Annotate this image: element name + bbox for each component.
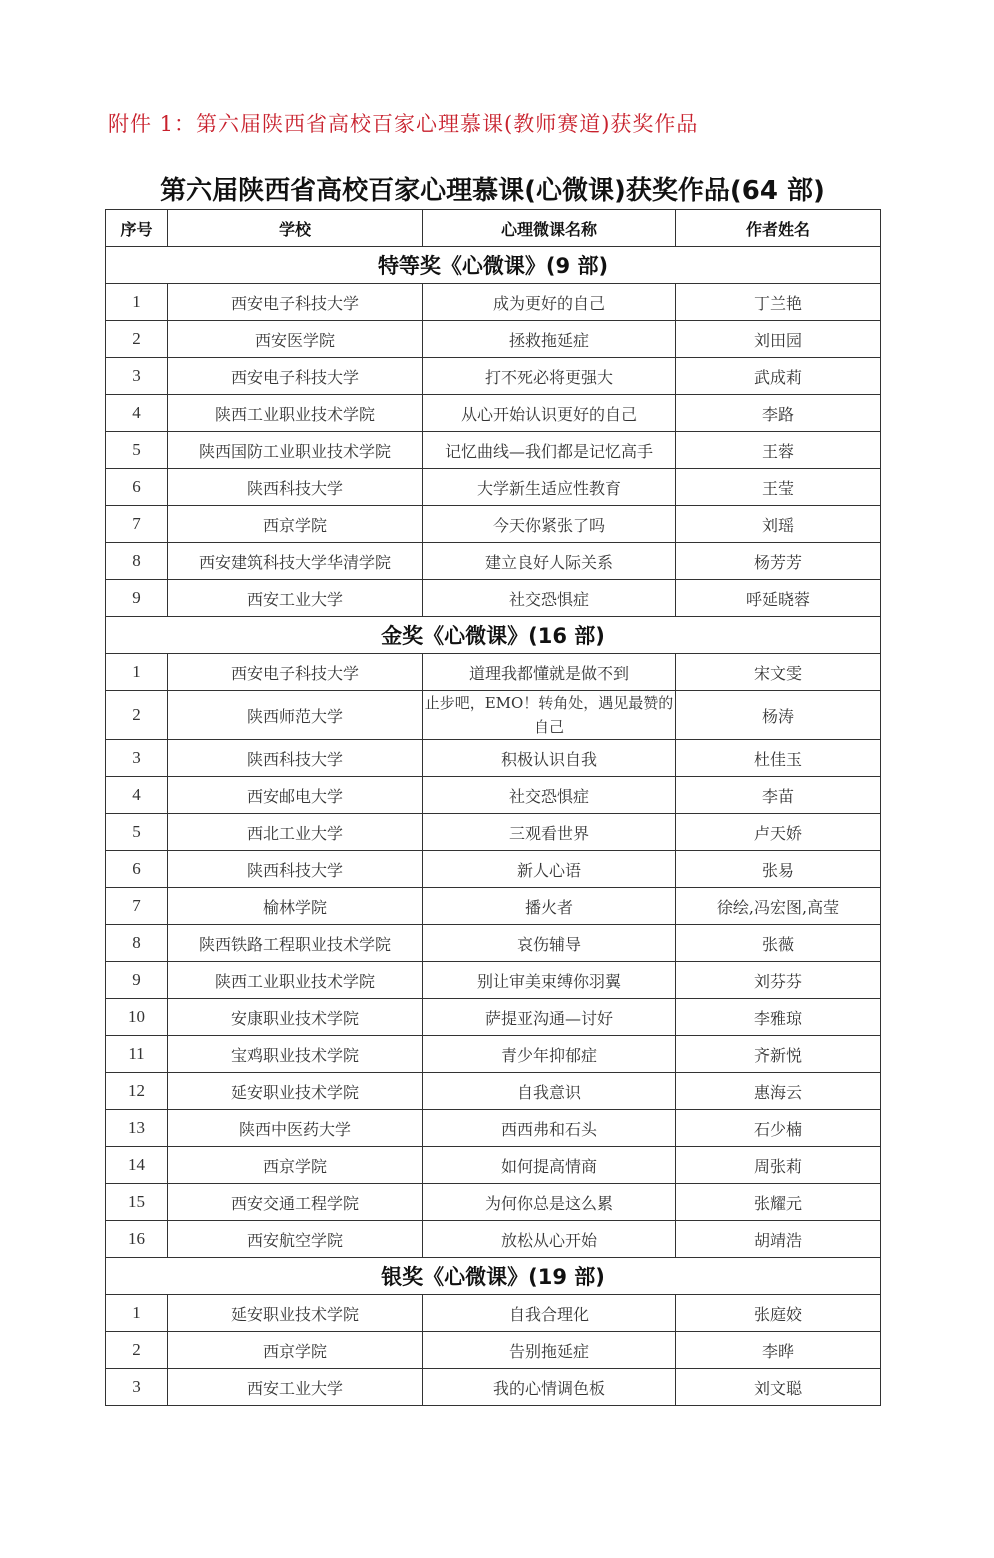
table-row <box>106 469 881 506</box>
course-cell: 自我意识 <box>423 1073 676 1110</box>
table-header-row <box>106 210 881 247</box>
row-number: 12 <box>106 1073 168 1110</box>
section-row-gold-prize <box>106 617 881 654</box>
course-cell: 打不死必将更强大 <box>423 358 676 395</box>
course-cell: 社交恐惧症 <box>423 580 676 617</box>
row-number: 6 <box>106 851 168 888</box>
table-body <box>106 247 881 1406</box>
table-row <box>106 814 881 851</box>
course-cell: 大学新生适应性教育 <box>423 469 676 506</box>
course-cell: 建立良好人际关系 <box>423 543 676 580</box>
author-cell: 胡靖浩 <box>676 1221 881 1258</box>
table-row <box>106 1184 881 1221</box>
school-cell: 陕西科技大学 <box>168 740 423 777</box>
school-cell: 宝鸡职业技术学院 <box>168 1036 423 1073</box>
author-cell: 王蓉 <box>676 432 881 469</box>
row-number: 11 <box>106 1036 168 1073</box>
table-row <box>106 1036 881 1073</box>
table-row <box>106 506 881 543</box>
row-number: 2 <box>106 691 168 740</box>
table-row <box>106 777 881 814</box>
row-number: 5 <box>106 432 168 469</box>
row-number: 15 <box>106 1184 168 1221</box>
author-cell: 周张莉 <box>676 1147 881 1184</box>
school-cell: 陕西国防工业职业技术学院 <box>168 432 423 469</box>
school-cell: 西安交通工程学院 <box>168 1184 423 1221</box>
row-number: 14 <box>106 1147 168 1184</box>
table-row <box>106 1295 881 1332</box>
row-number: 4 <box>106 777 168 814</box>
author-cell: 张庭姣 <box>676 1295 881 1332</box>
author-cell: 杨涛 <box>676 691 881 740</box>
school-cell: 西安电子科技大学 <box>168 358 423 395</box>
school-cell: 榆林学院 <box>168 888 423 925</box>
row-number: 3 <box>106 740 168 777</box>
course-cell: 放松从心开始 <box>423 1221 676 1258</box>
course-cell: 道理我都懂就是做不到 <box>423 654 676 691</box>
table-row <box>106 888 881 925</box>
school-cell: 西安工业大学 <box>168 580 423 617</box>
author-cell: 王莹 <box>676 469 881 506</box>
table-row <box>106 1369 881 1406</box>
author-cell: 惠海云 <box>676 1073 881 1110</box>
school-cell: 西安工业大学 <box>168 1369 423 1406</box>
table-row <box>106 358 881 395</box>
section-title: 金奖《心微课》(16 部) <box>106 617 881 654</box>
school-cell: 陕西工业职业技术学院 <box>168 395 423 432</box>
author-cell: 丁兰艳 <box>676 284 881 321</box>
table-row <box>106 432 881 469</box>
table-row <box>106 580 881 617</box>
school-cell: 延安职业技术学院 <box>168 1073 423 1110</box>
author-cell: 卢天娇 <box>676 814 881 851</box>
school-cell: 陕西中医药大学 <box>168 1110 423 1147</box>
course-cell: 三观看世界 <box>423 814 676 851</box>
school-cell: 西京学院 <box>168 1332 423 1369</box>
author-cell: 张耀元 <box>676 1184 881 1221</box>
author-cell: 徐绘,冯宏图,高莹 <box>676 888 881 925</box>
table-row <box>106 999 881 1036</box>
row-number: 10 <box>106 999 168 1036</box>
attachment-heading: 附件 1：第六届陕西省高校百家心理慕课(教师赛道)获奖作品 <box>108 112 699 136</box>
school-cell: 延安职业技术学院 <box>168 1295 423 1332</box>
row-number: 1 <box>106 1295 168 1332</box>
course-cell: 萨提亚沟通—讨好 <box>423 999 676 1036</box>
course-cell: 西西弗和石头 <box>423 1110 676 1147</box>
row-number: 8 <box>106 925 168 962</box>
row-number: 16 <box>106 1221 168 1258</box>
document-title: 第六届陕西省高校百家心理慕课(心微课)获奖作品(64 部) <box>160 176 825 206</box>
author-cell: 宋文雯 <box>676 654 881 691</box>
course-cell: 播火者 <box>423 888 676 925</box>
author-cell: 刘芬芬 <box>676 962 881 999</box>
section-row-silver-prize <box>106 1258 881 1295</box>
table-row <box>106 925 881 962</box>
table-row <box>106 1147 881 1184</box>
row-number: 2 <box>106 1332 168 1369</box>
course-cell: 哀伤辅导 <box>423 925 676 962</box>
course-cell: 别让审美束缚你羽翼 <box>423 962 676 999</box>
row-number: 1 <box>106 654 168 691</box>
table-row <box>106 1221 881 1258</box>
row-number: 9 <box>106 962 168 999</box>
school-cell: 西安航空学院 <box>168 1221 423 1258</box>
table-row <box>106 740 881 777</box>
table-row <box>106 654 881 691</box>
author-cell: 李雅琼 <box>676 999 881 1036</box>
author-cell: 齐新悦 <box>676 1036 881 1073</box>
course-cell: 新人心语 <box>423 851 676 888</box>
row-number: 8 <box>106 543 168 580</box>
author-cell: 李路 <box>676 395 881 432</box>
school-cell: 西安医学院 <box>168 321 423 358</box>
school-cell: 西安建筑科技大学华清学院 <box>168 543 423 580</box>
school-cell: 西京学院 <box>168 506 423 543</box>
row-number: 3 <box>106 358 168 395</box>
school-cell: 陕西师范大学 <box>168 691 423 740</box>
course-cell: 今天你紧张了吗 <box>423 506 676 543</box>
author-cell: 武成莉 <box>676 358 881 395</box>
course-cell: 拯救拖延症 <box>423 321 676 358</box>
course-cell: 成为更好的自己 <box>423 284 676 321</box>
course-cell: 告别拖延症 <box>423 1332 676 1369</box>
row-number: 7 <box>106 888 168 925</box>
school-cell: 西安电子科技大学 <box>168 654 423 691</box>
course-cell: 记忆曲线—我们都是记忆高手 <box>423 432 676 469</box>
course-cell: 为何你总是这么累 <box>423 1184 676 1221</box>
row-number: 5 <box>106 814 168 851</box>
row-number: 4 <box>106 395 168 432</box>
column-header-number: 序号 <box>106 210 168 247</box>
school-cell: 西京学院 <box>168 1147 423 1184</box>
school-cell: 陕西工业职业技术学院 <box>168 962 423 999</box>
table-row <box>106 962 881 999</box>
table-row <box>106 691 881 740</box>
section-title: 银奖《心微课》(19 部) <box>106 1258 881 1295</box>
course-cell: 从心开始认识更好的自己 <box>423 395 676 432</box>
row-number: 6 <box>106 469 168 506</box>
table-row <box>106 321 881 358</box>
school-cell: 安康职业技术学院 <box>168 999 423 1036</box>
course-cell: 我的心情调色板 <box>423 1369 676 1406</box>
row-number: 13 <box>106 1110 168 1147</box>
table-row <box>106 395 881 432</box>
column-header-course: 心理微课名称 <box>423 210 676 247</box>
school-cell: 西安电子科技大学 <box>168 284 423 321</box>
author-cell: 刘文聪 <box>676 1369 881 1406</box>
section-row-special-prize <box>106 247 881 284</box>
author-cell: 张易 <box>676 851 881 888</box>
author-cell: 石少楠 <box>676 1110 881 1147</box>
column-header-author: 作者姓名 <box>676 210 881 247</box>
author-cell: 杜佳玉 <box>676 740 881 777</box>
table-row <box>106 1110 881 1147</box>
table-row <box>106 1332 881 1369</box>
row-number: 2 <box>106 321 168 358</box>
author-cell: 张薇 <box>676 925 881 962</box>
row-number: 3 <box>106 1369 168 1406</box>
course-cell: 如何提高情商 <box>423 1147 676 1184</box>
course-cell: 青少年抑郁症 <box>423 1036 676 1073</box>
column-header-school: 学校 <box>168 210 423 247</box>
row-number: 1 <box>106 284 168 321</box>
school-cell: 陕西科技大学 <box>168 851 423 888</box>
course-cell: 止步吧，EMO！转角处，遇见最赞的自己 <box>423 691 676 740</box>
school-cell: 陕西科技大学 <box>168 469 423 506</box>
section-title: 特等奖《心微课》(9 部) <box>106 247 881 284</box>
author-cell: 刘田园 <box>676 321 881 358</box>
school-cell: 西北工业大学 <box>168 814 423 851</box>
row-number: 7 <box>106 506 168 543</box>
author-cell: 杨芳芳 <box>676 543 881 580</box>
school-cell: 陕西铁路工程职业技术学院 <box>168 925 423 962</box>
table-row <box>106 1073 881 1110</box>
school-cell: 西安邮电大学 <box>168 777 423 814</box>
author-cell: 呼延晓蓉 <box>676 580 881 617</box>
awards-table <box>105 209 881 1406</box>
table-row <box>106 543 881 580</box>
course-cell: 社交恐惧症 <box>423 777 676 814</box>
row-number: 9 <box>106 580 168 617</box>
course-cell: 自我合理化 <box>423 1295 676 1332</box>
author-cell: 李晔 <box>676 1332 881 1369</box>
course-cell: 积极认识自我 <box>423 740 676 777</box>
author-cell: 李苗 <box>676 777 881 814</box>
table-row <box>106 851 881 888</box>
author-cell: 刘瑶 <box>676 506 881 543</box>
table-row <box>106 284 881 321</box>
